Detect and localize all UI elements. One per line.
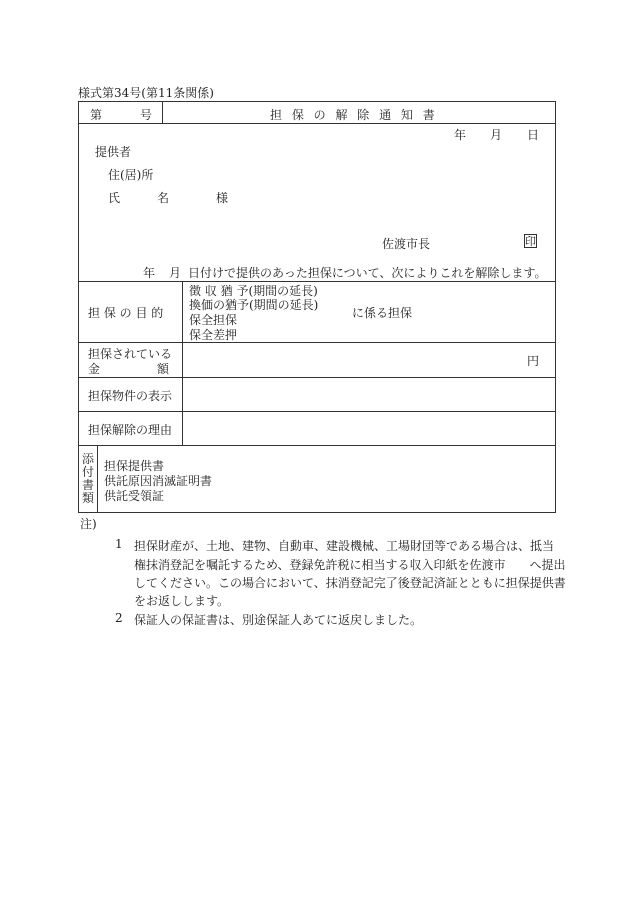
sama-label: 様 (216, 191, 229, 205)
property-row-divider (78, 411, 556, 412)
label-col-divider (182, 281, 183, 445)
name-label-2: 名 (157, 191, 170, 205)
note-number: 1 (115, 537, 123, 551)
date-day: 日 (527, 128, 540, 142)
amount-row-divider (78, 377, 556, 378)
document-title: 担 保 の 解 除 通 知 書 (270, 108, 438, 122)
notes-heading: 注) (80, 517, 97, 531)
purpose-option: 徴 収 猶 予(期間の延長) (189, 284, 318, 298)
header-go: 号 (140, 108, 153, 122)
attachments-label-char: 添 (81, 452, 94, 466)
property-label: 担保物件の表示 (88, 389, 173, 403)
attachments-col-divider (97, 445, 98, 513)
intro-month: 月 (169, 266, 182, 280)
intro-year: 年 (143, 266, 156, 280)
seal-mark: 印 (525, 235, 536, 248)
amount-label-gaku: 額 (157, 362, 170, 376)
date-month: 月 (490, 128, 503, 142)
attachment-item: 供託受領証 (104, 489, 165, 503)
attachments-label-char: 付 (81, 465, 94, 479)
amount-unit: 円 (527, 354, 540, 368)
header-row-divider (78, 123, 556, 124)
note-line: してください。この場合において、抹消登記完了後登記済証とともに担保提供書 (134, 576, 566, 590)
header-col-divider (162, 101, 163, 123)
purpose-option: 換価の猶予(期間の延長) (189, 298, 319, 312)
issuer-title: 佐渡市長 (382, 237, 431, 251)
attachment-item: 担保提供書 (104, 459, 165, 473)
attachments-label-char: 類 (81, 491, 94, 505)
note-line: 担保財産が、土地、建物、自動車、建設機械、工場財団等である場合は、抵当 (134, 539, 555, 553)
note-number: 2 (115, 611, 123, 625)
date-year: 年 (454, 128, 467, 142)
attachments-label-char: 書 (81, 478, 94, 492)
purpose-suffix: に係る担保 (352, 306, 413, 320)
amount-label-kin: 金 (88, 362, 101, 376)
name-label-1: 氏 (108, 191, 121, 205)
reason-row-divider (78, 445, 556, 446)
note-line: 保証人の保証書は、別途保証人あてに返戻しました。 (134, 613, 423, 627)
purpose-label: 担 保 の 目 的 (88, 306, 164, 320)
form-number: 様式第34号(第11条関係) (78, 86, 214, 100)
purpose-option: 保全担保 (189, 313, 238, 327)
address-label: 住(居)所 (108, 168, 154, 182)
provider-label: 提供者 (95, 145, 132, 159)
header-dai: 第 (90, 108, 103, 122)
intro-text: 日付けで提供のあった担保について、次によりこれを解除します。 (188, 266, 547, 280)
purpose-option: 保全差押 (189, 328, 238, 342)
note-line: 権抹消登記を嘱託するため、登録免許税に相当する収入印紙を佐渡市 へ提出 (134, 558, 566, 572)
attachment-item: 供託原因消滅証明書 (104, 474, 213, 488)
purpose-row-divider (78, 342, 556, 343)
reason-label: 担保解除の理由 (88, 423, 173, 437)
amount-label-line1: 担保されている (88, 347, 173, 361)
note-line: をお返しします。 (134, 594, 230, 608)
